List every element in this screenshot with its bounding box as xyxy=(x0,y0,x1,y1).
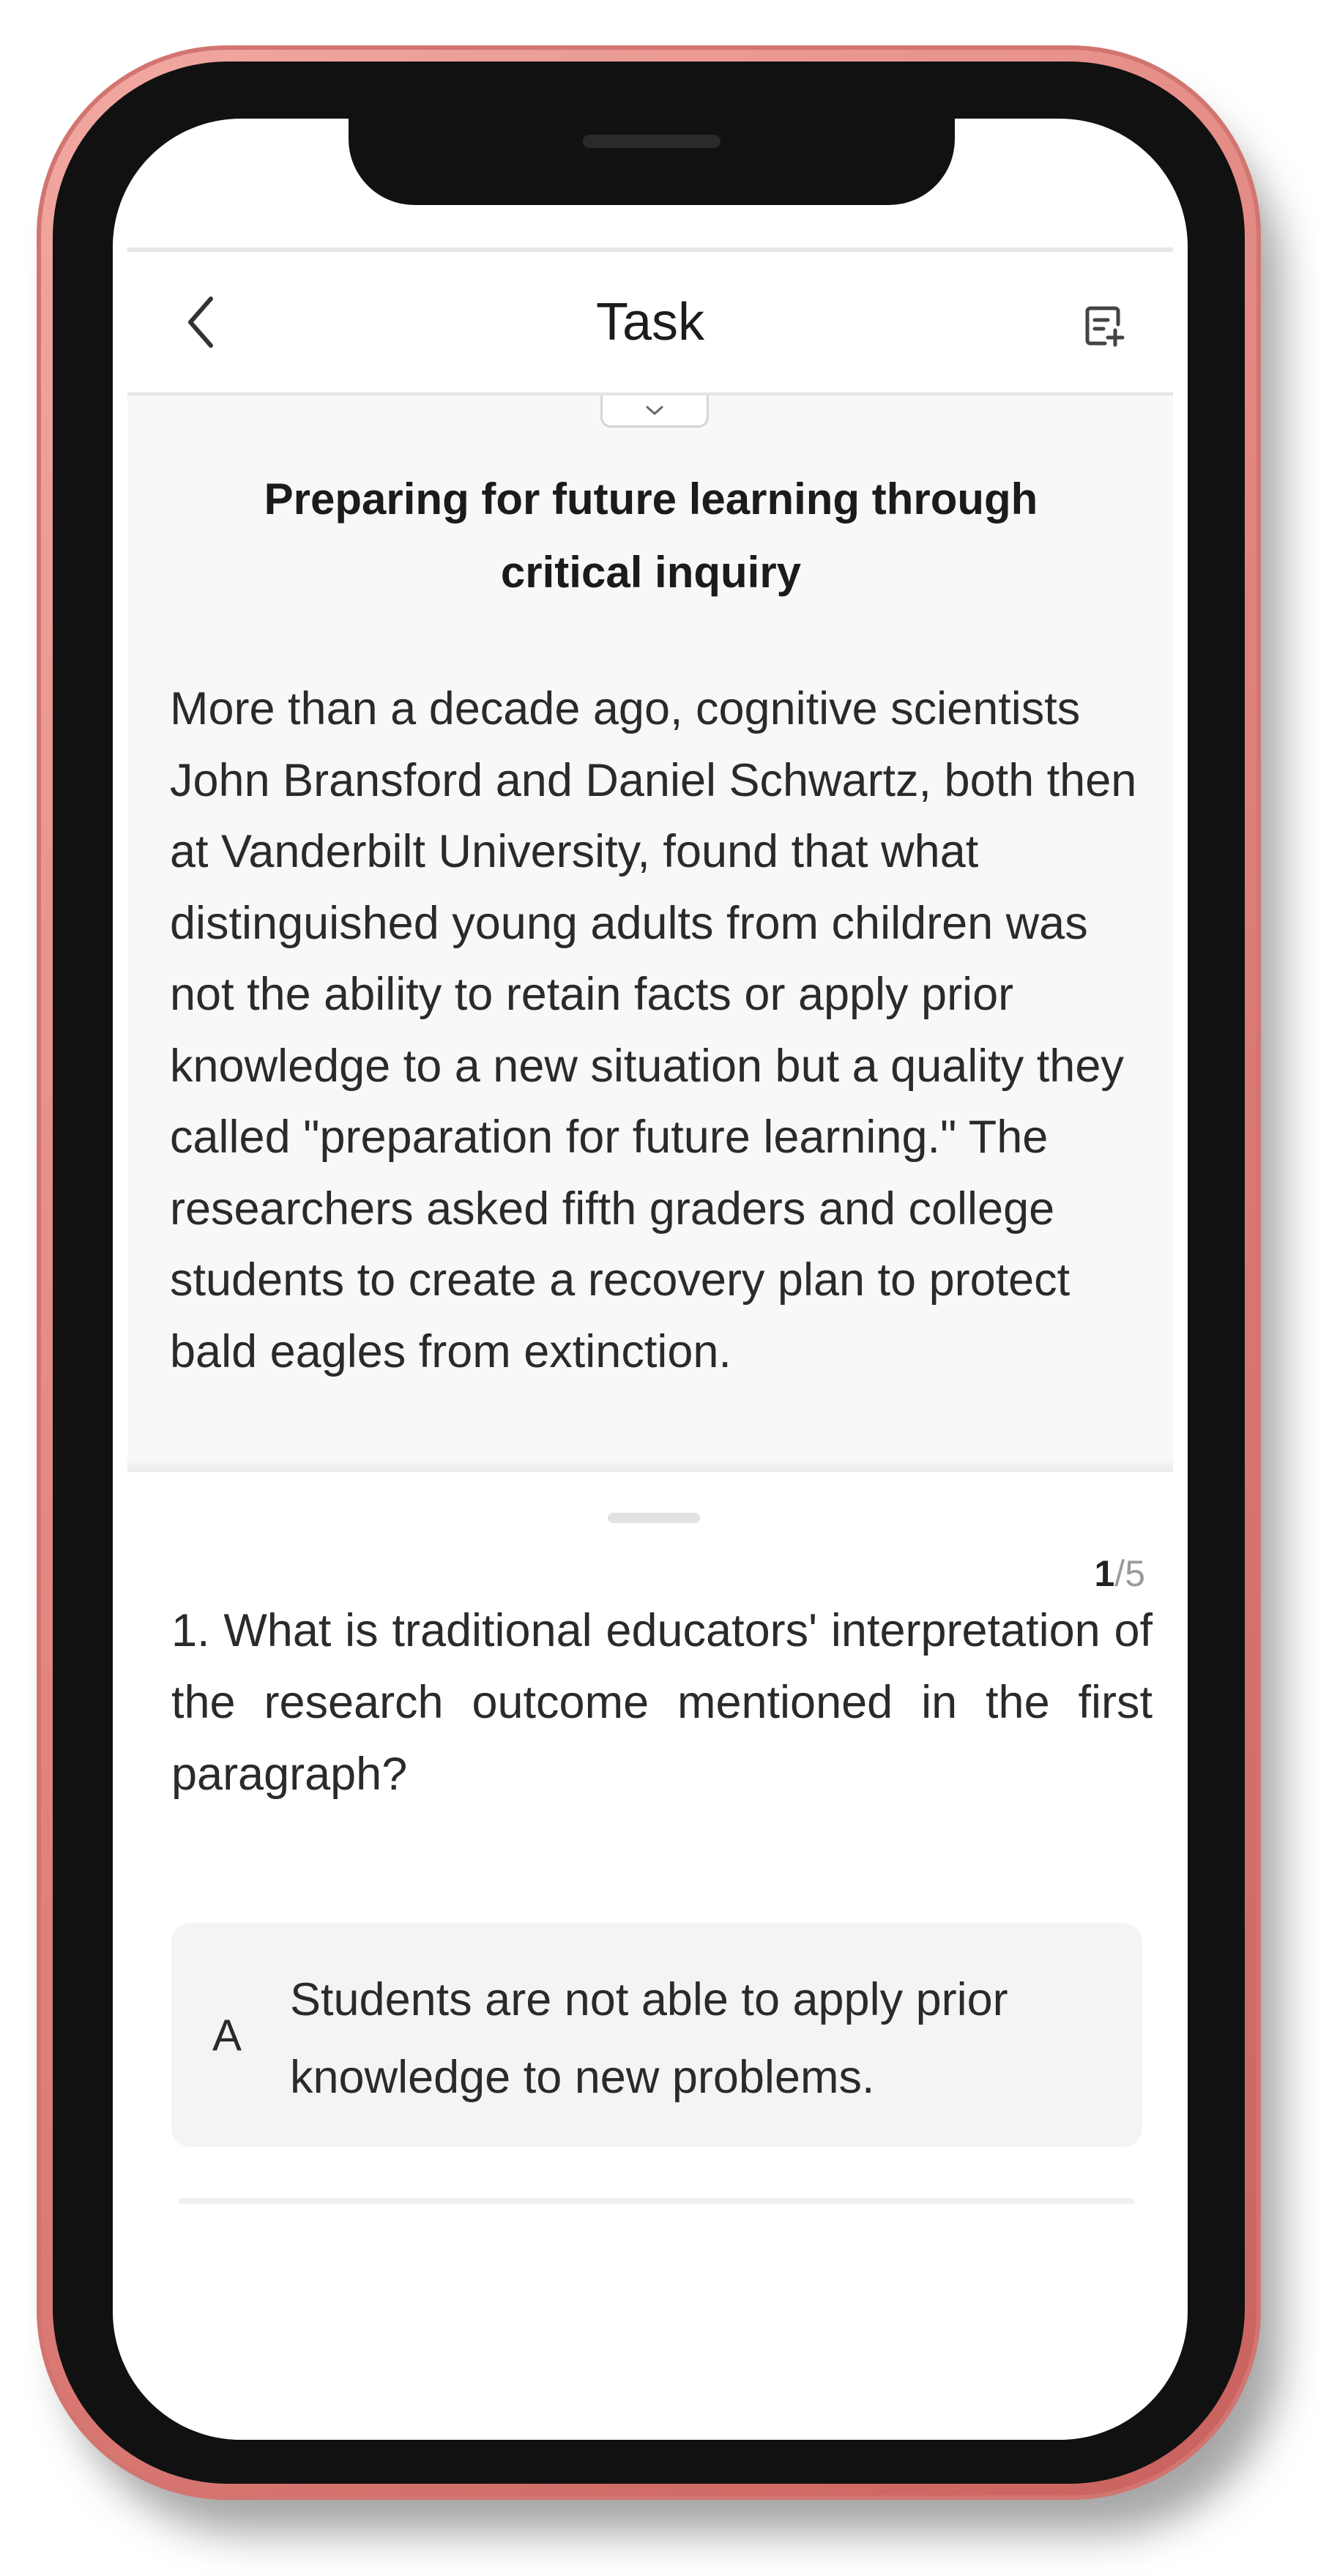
add-note-button[interactable] xyxy=(1072,293,1138,359)
back-button[interactable] xyxy=(171,286,230,359)
option-text: Students are not able to apply prior knowledge to new problems. xyxy=(290,1974,1008,2103)
drag-handle[interactable] xyxy=(608,1513,700,1523)
question-counter xyxy=(1094,1552,1145,1595)
current-question-number: 1 xyxy=(1094,1553,1115,1594)
question-panel xyxy=(127,1472,1173,2440)
total-questions: /5 xyxy=(1114,1553,1145,1594)
collapse-passage-button[interactable] xyxy=(600,395,709,428)
note-add-icon xyxy=(1081,302,1128,349)
chevron-down-icon xyxy=(645,405,664,417)
option-letter: A xyxy=(212,2010,242,2060)
panel-shadow xyxy=(127,1459,1173,1472)
reading-passage[interactable] xyxy=(127,395,1173,1472)
nav-header xyxy=(127,252,1173,392)
passage-body: More than a decade ago, cognitive scientists John Bransford and Daniel Schwartz, both then at Vanderbilt University, found that what distinguished young adults from children was not the ability to retain facts or apply prior knowledge to a new situation but a quality they called "preparation for future learning." The researchers asked fifth graders and college students to create a recovery plan to protect bald eagles from extinction. xyxy=(170,683,1137,1377)
chevron-left-icon xyxy=(186,296,215,349)
question-text: 1. What is traditional educators' interpretation of the research outcome mentioned in the first paragraph? xyxy=(171,1605,1153,1800)
page-title: Task xyxy=(595,293,705,351)
options-divider xyxy=(179,2198,1135,2204)
answer-option-a[interactable] xyxy=(171,1923,1142,2147)
passage-title: Preparing for future learning through critical inquiry xyxy=(264,474,1038,597)
speaker-grille xyxy=(583,135,721,148)
phone-notch xyxy=(349,117,955,205)
phone-screen xyxy=(113,119,1188,2440)
